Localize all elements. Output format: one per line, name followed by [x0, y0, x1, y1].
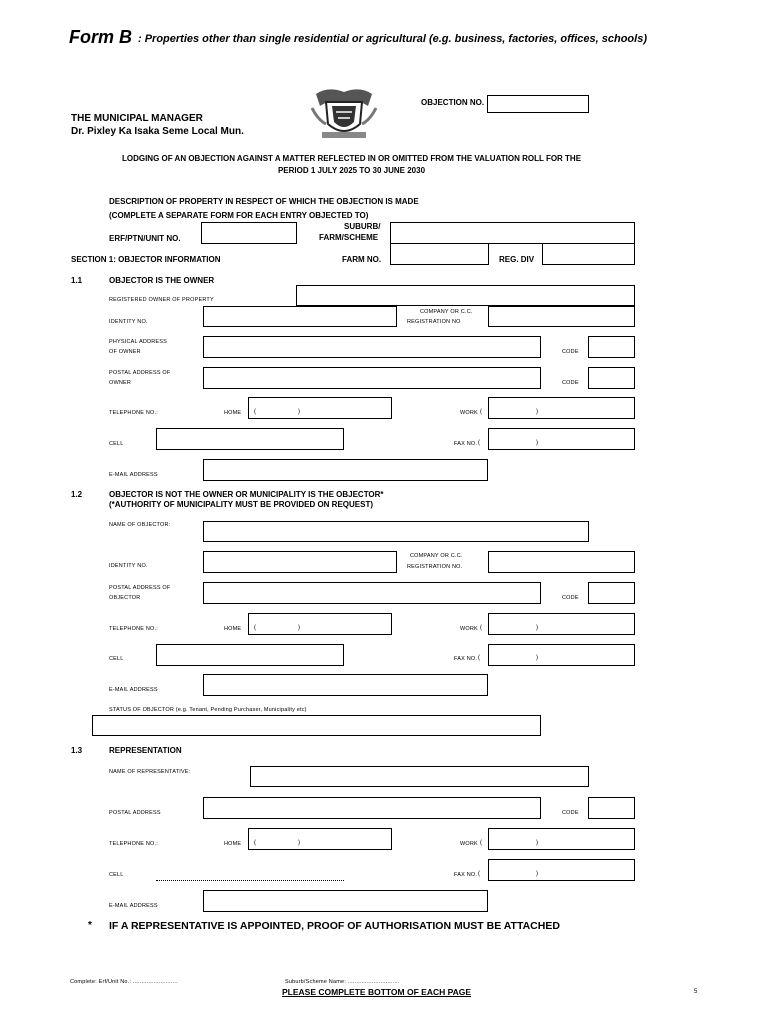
s11-company-label: COMPANY OR C.C. — [420, 309, 473, 315]
s12-status-label: STATUS OF OBJECTOR (e.g. Tenant, Pending Purchaser, Municipality etc) — [109, 707, 307, 713]
s12-email-label: E-MAIL ADDRESS — [109, 687, 158, 693]
s11-fax-field[interactable] — [488, 428, 635, 450]
farm-no-field[interactable] — [390, 243, 489, 265]
s13-cell-field[interactable] — [156, 880, 344, 881]
s12-identity-label: IDENTITY NO. — [109, 563, 148, 569]
footer-complete-erf: Complete: Erf/Unit No.: .......................... — [70, 979, 178, 985]
s13-telephone-label: TELEPHONE NO.: — [109, 841, 158, 847]
suburb-label: SUBURB/ — [344, 222, 381, 231]
s11-work-label: WORK — [460, 410, 478, 416]
s12-postal-label1: POSTAL ADDRESS OF — [109, 585, 171, 591]
s13-postal-label: POSTAL ADDRESS — [109, 810, 161, 816]
reg-div-label: REG. DIV — [499, 255, 535, 264]
s11-code-label2: CODE — [562, 380, 579, 386]
s12-name-field[interactable] — [203, 521, 589, 542]
s12-work-close-paren: ) — [536, 625, 538, 631]
s13-code-label: CODE — [562, 810, 579, 816]
s11-postal-field[interactable] — [203, 367, 541, 389]
s12-home-open-paren: ( — [254, 625, 256, 631]
s11-work-open-paren: ( — [480, 409, 482, 415]
notice-star: * — [88, 920, 92, 931]
municipal-crest-logo — [308, 86, 380, 142]
s13-work-field[interactable] — [488, 828, 635, 850]
s13-work-label: WORK — [460, 841, 478, 847]
s11-work-close-paren: ) — [536, 409, 538, 415]
s12-company-field[interactable] — [488, 551, 635, 573]
s13-work-close-paren: ) — [536, 840, 538, 846]
farm-no-label: FARM NO. — [342, 255, 382, 264]
s13-fax-field[interactable] — [488, 859, 635, 881]
s13-email-label: E-MAIL ADDRESS — [109, 903, 158, 909]
s13-home-close-paren: ) — [298, 840, 300, 846]
s13-home-field[interactable] — [248, 828, 392, 850]
property-desc-line1: DESCRIPTION OF PROPERTY IN RESPECT OF WHICH THE OBJECTION IS MADE — [109, 197, 419, 206]
s13-num: 1.3 — [71, 746, 83, 755]
addressee-line2: Dr. Pixley Ka Isaka Seme Local Mun. — [71, 126, 244, 137]
section1-label: SECTION 1: OBJECTOR INFORMATION — [71, 255, 221, 264]
s12-home-label: HOME — [224, 626, 242, 632]
s11-physical-code-field[interactable] — [588, 336, 635, 358]
s12-title1: OBJECTOR IS NOT THE OWNER OR MUNICIPALITY IS THE OBJECTOR* — [109, 490, 384, 499]
s13-home-open-paren: ( — [254, 840, 256, 846]
s13-home-label: HOME — [224, 841, 242, 847]
s11-postal-label1: POSTAL ADDRESS OF — [109, 370, 171, 376]
s13-postal-code-field[interactable] — [588, 797, 635, 819]
s11-num: 1.1 — [71, 276, 83, 285]
s12-home-close-paren: ) — [298, 625, 300, 631]
erf-label: ERF/PTN/UNIT NO. — [109, 234, 181, 243]
s12-fax-label: FAX NO. — [454, 656, 478, 662]
s12-postal-code-field[interactable] — [588, 582, 635, 604]
s11-cell-field[interactable] — [156, 428, 344, 450]
s11-identity-field[interactable] — [203, 306, 397, 327]
objection-no-label: OBJECTION NO. — [421, 98, 485, 107]
s12-work-label: WORK — [460, 626, 478, 632]
s11-code-label1: CODE — [562, 349, 579, 355]
s12-cell-label: CELL — [109, 656, 124, 662]
s11-physical-label1: PHYSICAL ADDRESS — [109, 339, 168, 345]
s12-postal-label2: OBJECTOR — [109, 595, 141, 601]
s11-registered-owner-label: REGISTERED OWNER OF PROPERTY — [109, 297, 214, 303]
s11-physical-field[interactable] — [203, 336, 541, 358]
form-subtitle: : Properties other than single residential or agricultural (e.g. business, factories, offices, schools) — [138, 33, 647, 45]
s12-cell-field[interactable] — [156, 644, 344, 666]
s13-postal-field[interactable] — [203, 797, 541, 819]
s12-postal-field[interactable] — [203, 582, 541, 604]
s12-work-open-paren: ( — [480, 625, 482, 631]
s12-company-label: COMPANY OR C.C. — [410, 553, 463, 559]
s11-identity-label: IDENTITY NO. — [109, 319, 148, 325]
s13-fax-open-paren: ( — [478, 871, 480, 877]
farm-scheme-label: FARM/SCHEME — [319, 233, 379, 242]
s12-name-label: NAME OF OBJECTOR: — [109, 522, 171, 528]
s11-email-label: E-MAIL ADDRESS — [109, 472, 158, 478]
s11-telephone-label: TELEPHONE NO.: — [109, 410, 158, 416]
s11-registered-owner-field[interactable] — [296, 285, 635, 306]
suburb-field[interactable] — [390, 222, 635, 244]
s13-fax-label: FAX NO. — [454, 872, 478, 878]
s12-home-field[interactable] — [248, 613, 392, 635]
s11-home-open-paren: ( — [254, 409, 256, 415]
s11-work-field[interactable] — [488, 397, 635, 419]
s11-cell-label: CELL — [109, 441, 124, 447]
s11-home-label: HOME — [224, 410, 242, 416]
s13-work-open-paren: ( — [480, 840, 482, 846]
s11-home-field[interactable] — [248, 397, 392, 419]
s12-status-field[interactable] — [92, 715, 541, 736]
s12-code-label: CODE — [562, 595, 579, 601]
s13-name-label: NAME OF REPRESENTATIVE: — [109, 769, 191, 775]
objection-no-field[interactable] — [487, 95, 589, 113]
s11-fax-label: FAX NO. — [454, 441, 478, 447]
s12-fax-open-paren: ( — [478, 655, 480, 661]
reg-div-field[interactable] — [542, 243, 635, 265]
s12-telephone-label: TELEPHONE NO.: — [109, 626, 158, 632]
s13-name-field[interactable] — [250, 766, 589, 787]
s13-title: REPRESENTATION — [109, 746, 182, 755]
s12-fax-close-paren: ) — [536, 655, 538, 661]
s13-fax-close-paren: ) — [536, 871, 538, 877]
s11-fax-open-paren: ( — [478, 440, 480, 446]
s12-fax-field[interactable] — [488, 644, 635, 666]
s12-title2: (*AUTHORITY OF MUNICIPALITY MUST BE PROVIDED ON REQUEST) — [109, 500, 374, 509]
s11-fax-close-paren: ) — [536, 440, 538, 446]
s11-postal-label2: OWNER — [109, 380, 132, 386]
addressee-line1: THE MUNICIPAL MANAGER — [71, 113, 203, 124]
s11-home-close-paren: ) — [298, 409, 300, 415]
s12-work-field[interactable] — [488, 613, 635, 635]
s12-email-field[interactable] — [203, 674, 488, 696]
s11-email-field[interactable] — [203, 459, 488, 481]
s11-company-field[interactable] — [488, 306, 635, 327]
s11-registration-label: REGISTRATION NO — [407, 319, 461, 325]
s12-num: 1.2 — [71, 490, 83, 499]
erf-field[interactable] — [201, 222, 297, 244]
s11-postal-code-field[interactable] — [588, 367, 635, 389]
form-label: Form B — [69, 27, 132, 47]
s12-registration-label: REGISTRATION NO. — [407, 564, 463, 570]
notice-text: IF A REPRESENTATIVE IS APPOINTED, PROOF OF AUTHORISATION MUST BE ATTACHED — [109, 920, 560, 932]
s13-cell-label: CELL — [109, 872, 124, 878]
heading-line1: LODGING OF AN OBJECTION AGAINST A MATTER REFLECTED IN OR OMITTED FROM THE VALUATION ROLL FOR THE — [121, 154, 582, 163]
footer-suburb-scheme: Suburb/Scheme Name: .............................. — [285, 979, 400, 985]
property-desc-line2: (COMPLETE A SEPARATE FORM FOR EACH ENTRY OBJECTED TO) — [109, 211, 369, 220]
s13-email-field[interactable] — [203, 890, 488, 912]
heading-line2: PERIOD 1 JULY 2025 TO 30 JUNE 2030 — [277, 166, 426, 175]
s12-identity-field[interactable] — [203, 551, 397, 573]
s11-physical-label2: OF OWNER — [109, 349, 141, 355]
s11-title: OBJECTOR IS THE OWNER — [109, 276, 215, 285]
footer-please-complete: PLEASE COMPLETE BOTTOM OF EACH PAGE — [282, 987, 472, 997]
page-number: 5 — [694, 989, 698, 995]
